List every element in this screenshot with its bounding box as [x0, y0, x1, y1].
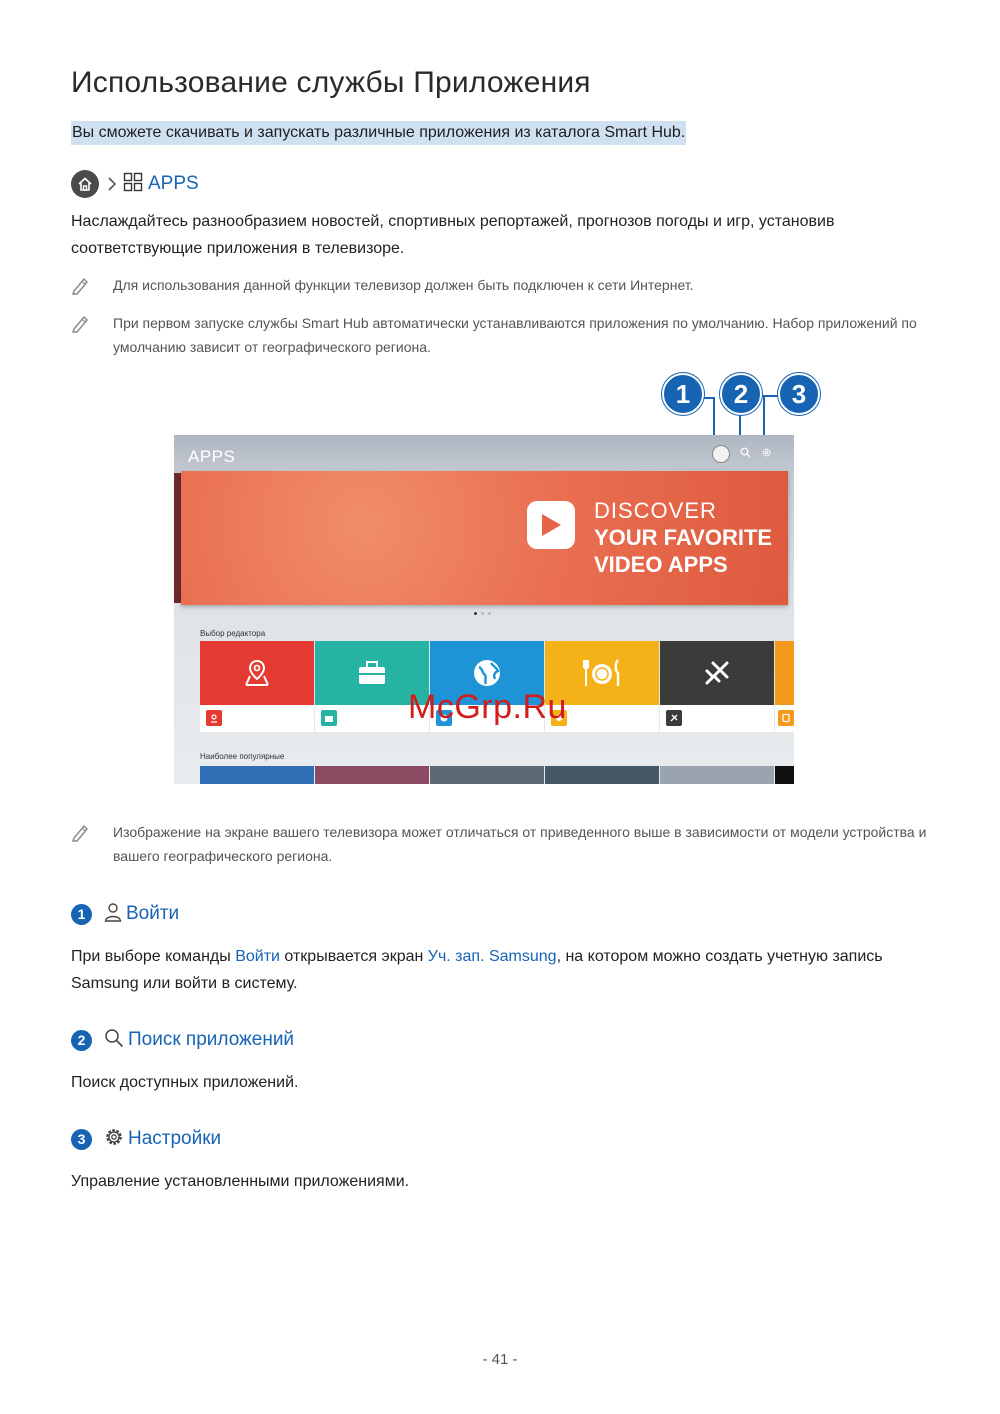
note-default-apps	[71, 311, 931, 359]
airplane-icon	[660, 641, 774, 705]
apps-grid-icon	[123, 172, 143, 197]
section-title: Настройки	[128, 1128, 222, 1149]
carousel-dot	[488, 612, 491, 615]
avatar-icon[interactable]	[712, 445, 730, 463]
gear-icon	[104, 1127, 124, 1152]
section-editors-choice: Выбор редактора	[200, 629, 266, 638]
person-icon	[104, 902, 122, 927]
search-icon	[104, 1028, 124, 1053]
app-tile[interactable]	[430, 766, 544, 784]
section-title: Поиск приложений	[128, 1029, 295, 1050]
samsung-account-term: Уч. зап. Samsung	[427, 948, 557, 965]
callout-3: 3	[778, 373, 820, 415]
section-text	[71, 943, 931, 997]
pencil-icon	[71, 820, 113, 868]
subtitle-highlight: Вы сможете скачивать и запускать различные приложения из каталога Smart Hub.	[71, 121, 686, 145]
section-sign-in	[71, 901, 179, 927]
app-tile[interactable]	[775, 766, 794, 784]
app-tile[interactable]	[315, 766, 429, 784]
section-text: Поиск доступных приложений.	[71, 1074, 299, 1091]
section-most-popular: Наиболее популярные	[200, 752, 285, 761]
text-fragment: открывается экран	[279, 948, 428, 965]
briefcase-icon	[321, 710, 337, 726]
note-internet	[71, 273, 931, 300]
hero-line-1: DISCOVER	[594, 498, 717, 523]
section-search-apps	[71, 1027, 294, 1053]
breadcrumb-apps: APPS	[148, 173, 199, 194]
home-icon	[71, 170, 99, 198]
section-number: 2	[71, 1030, 92, 1051]
section-settings	[71, 1126, 221, 1152]
app-tile[interactable]	[775, 641, 794, 732]
note-text: Изображение на экране вашего телевизора может отличаться от приведенного выше в зависимости от модели устройства и вашего географического региона.	[113, 824, 927, 864]
hero-prev-edge	[174, 473, 181, 603]
gear-icon[interactable]	[761, 445, 772, 463]
note-text: При первом запуске службы Smart Hub автоматически устанавливаются приложения по умолчанию. Набор приложений по умолчанию зависит от географического региона.	[113, 315, 917, 355]
bus-icon	[775, 641, 794, 705]
carousel-dot	[481, 612, 484, 615]
airplane-icon	[666, 710, 682, 726]
sign-in-term: Войти	[235, 948, 280, 965]
text-fragment: При выборе команды	[71, 948, 236, 965]
chevron-right-icon	[107, 177, 117, 191]
note-image-differs	[71, 820, 931, 868]
app-tile[interactable]	[660, 766, 774, 784]
section-title: Войти	[126, 903, 180, 924]
tv-apps-title: APPS	[188, 447, 236, 466]
tv-screenshot	[174, 435, 794, 784]
section-text: Управление установленными приложениями.	[71, 1173, 410, 1190]
pencil-icon	[71, 311, 113, 359]
carousel-dots	[474, 612, 491, 615]
watermark: McGrp.Ru	[408, 688, 567, 726]
hero-line-3: VIDEO APPS	[594, 552, 728, 577]
bus-icon	[778, 710, 794, 726]
text-fragment: , на котором можно создать учетную запись Samsung или войти в систему.	[71, 948, 883, 992]
app-tile[interactable]	[200, 641, 314, 732]
callout-2: 2	[720, 373, 762, 415]
app-tile[interactable]	[660, 641, 774, 732]
map-icon	[200, 641, 314, 705]
tv-top-icons	[712, 445, 772, 463]
breadcrumb	[71, 170, 199, 198]
hero-text	[594, 497, 772, 578]
app-tile[interactable]	[545, 766, 659, 784]
callout-1: 1	[662, 373, 704, 415]
play-icon	[527, 501, 575, 549]
carousel-dot	[474, 612, 477, 615]
hero-banner[interactable]	[181, 471, 788, 605]
app-tile[interactable]	[200, 766, 314, 784]
search-icon[interactable]	[740, 445, 751, 463]
popular-tiles-row	[200, 766, 794, 784]
note-text: Для использования данной функции телевизор должен быть подключен к сети Интернет.	[113, 277, 694, 293]
page-number: - 41 -	[482, 1351, 518, 1368]
hero-line-2: YOUR FAVORITE	[594, 525, 773, 550]
page-title: Использование службы Приложения	[71, 66, 591, 99]
intro-text: Наслаждайтесь разнообразием новостей, спортивных репортажей, прогнозов погоды и игр, установив соответствующие приложения в телевизоре.	[71, 213, 835, 257]
section-number: 3	[71, 1129, 92, 1150]
section-number: 1	[71, 904, 92, 925]
pencil-icon	[71, 273, 113, 300]
map-icon	[206, 710, 222, 726]
